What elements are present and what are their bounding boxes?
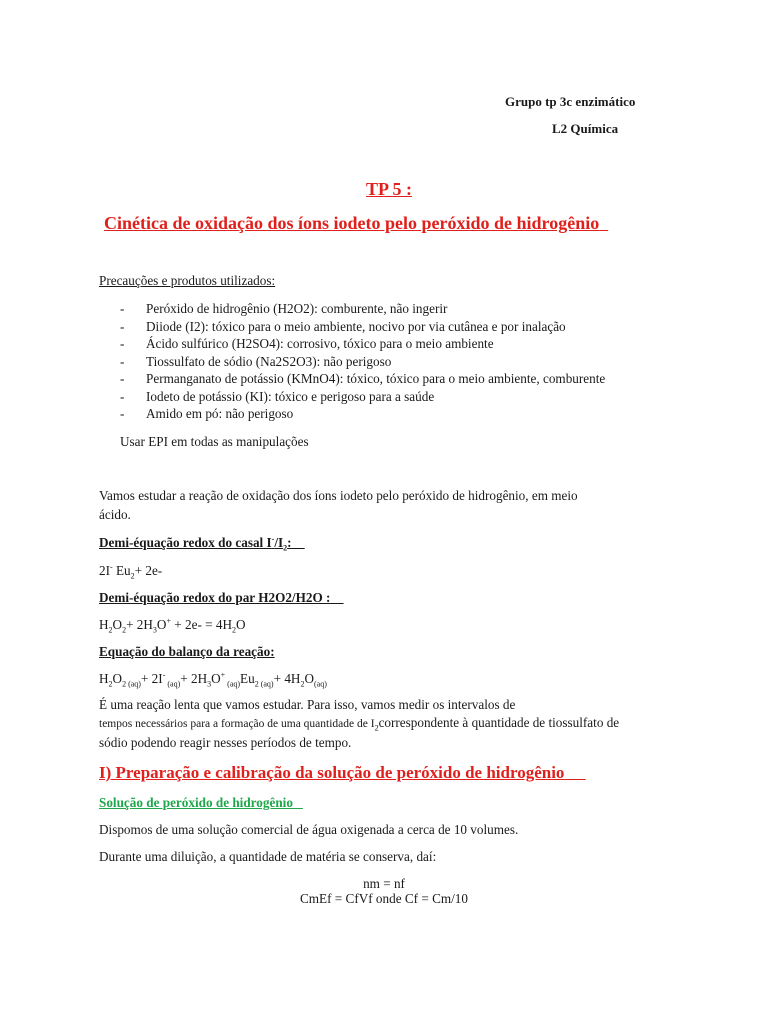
section-1-paragraph-1: Dispomos de uma solução comercial de água oxigenada a cerca de 10 volumes.: [99, 822, 519, 837]
group-label: Grupo tp 3c enzimático: [505, 94, 636, 109]
section-1-title: I) Preparação e calibração da solução de peróxido de hidrogênio: [99, 763, 565, 782]
section-1-paragraph-2: Durante uma diluição, a quantidade de matéria se conserva, daí:: [99, 849, 437, 864]
balance-equation: $H_2O_{2 (aq)}+ 2I^-$ $_{(aq)}+ 2H_3O^+$ $_{(aq)}Eu_{2 (aq)}+ 4H_2O_{(aq)}$: [99, 670, 327, 689]
list-item: - Diiode (I2): tóxico para o meio ambiente, nocivo por via cutânea e por inalação: [120, 318, 566, 334]
course-label: L2 Química: [552, 121, 619, 136]
intro-line-2: ácido.: [99, 507, 131, 522]
list-item: - Permanganato de potássio (KMnO4): tóxico, tóxico para o meio ambiente, comburente: [120, 371, 606, 386]
balance-heading: Equação do balanço da reação:: [99, 644, 275, 659]
slow-reaction-line-3: sódio podendo reagir nesses períodos de tempo.: [99, 735, 352, 750]
conservation-equation-2: CmEf = CfVf onde Cf = Cm/10: [300, 891, 468, 906]
list-item: - Iodeto de potássio (KI): tóxico e perigoso para a saúde: [120, 388, 435, 404]
tp-title: TP 5 :: [366, 179, 413, 199]
list-item: - Tiossulfato de sódio (Na2S2O3): não perigoso: [120, 353, 392, 369]
conservation-equation-1: nm = nf: [363, 876, 405, 891]
half-equation-1: 2I- $Eu_2+ 2e-$: [99, 562, 163, 581]
half-equation-1-heading: Demi-équação redox do casal $I^-/I_2$:: [99, 534, 292, 553]
slow-reaction-line-1: É uma reação lenta que vamos estudar. Para isso, vamos medir os intervalos de: [99, 697, 516, 712]
list-item: - Amido em pó: não perigoso: [120, 406, 294, 421]
precautions-heading: Precauções e produtos utilizados:: [99, 273, 276, 288]
epi-note: Usar EPI em todas as manipulações: [120, 434, 309, 449]
half-equation-2: $H_2O_2+ 2H_3O^+ + 2e- = 4H_2O$: [99, 616, 246, 635]
precautions-list: [120, 300, 605, 423]
section-1-subtitle: Solução de peróxido de hidrogênio: [99, 795, 293, 810]
list-item: - Peróxido de hidrogênio (H2O2): comburente, não ingerir: [120, 301, 448, 316]
half-equation-2-heading: Demi-équação redox do par H2O2/H2O :: [99, 590, 331, 605]
list-item: - Ácido sulfúrico (H2SO4): corrosivo, tóxico para o meio ambiente: [120, 336, 494, 351]
intro-line-1: Vamos estudar a reação de oxidação dos íons iodeto pelo peróxido de hidrogênio, em meio: [99, 488, 578, 503]
main-title: Cinética de oxidação dos íons iodeto pelo peróxido de hidrogênio: [104, 213, 600, 233]
slow-reaction-line-2: tempos necessários para a formação de uma quantidade de $I_2correspondente$ à quantidade de tiossulfato de: [99, 715, 620, 733]
